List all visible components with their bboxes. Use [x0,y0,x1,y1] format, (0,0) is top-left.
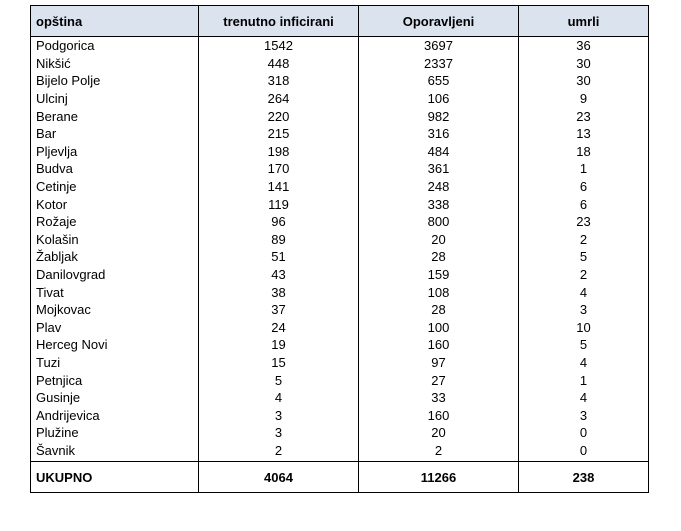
cell-currently-infected: 15 [199,354,359,372]
cell-currently-infected: 2 [199,442,359,462]
cell-currently-infected: 318 [199,72,359,90]
cell-currently-infected: 119 [199,195,359,213]
cell-currently-infected: 220 [199,107,359,125]
total-currently-infected: 4064 [199,462,359,493]
table-row [31,213,649,231]
cell-deceased: 0 [519,424,649,442]
cell-municipality: Berane [31,107,199,125]
cell-municipality: Danilovgrad [31,266,199,284]
cell-municipality: Kolašin [31,231,199,249]
table-row [31,160,649,178]
table-row [31,195,649,213]
cell-municipality: Pljevlja [31,143,199,161]
cell-recovered: 3697 [359,37,519,55]
table-row [31,37,649,55]
header-deceased: umrli [519,6,649,37]
total-recovered: 11266 [359,462,519,493]
cell-currently-infected: 198 [199,143,359,161]
cell-deceased: 4 [519,354,649,372]
cell-deceased: 2 [519,266,649,284]
table-row [31,143,649,161]
table-row [31,231,649,249]
cell-deceased: 4 [519,389,649,407]
total-deceased: 238 [519,462,649,493]
cell-recovered: 20 [359,424,519,442]
table-row [31,406,649,424]
table-row [31,248,649,266]
cell-currently-infected: 38 [199,283,359,301]
header-row [31,6,649,37]
cell-municipality: Andrijevica [31,406,199,424]
cell-municipality: Bijelo Polje [31,72,199,90]
table-row [31,319,649,337]
cell-currently-infected: 170 [199,160,359,178]
cell-municipality: Rožaje [31,213,199,231]
cell-recovered: 100 [359,319,519,337]
cell-deceased: 5 [519,336,649,354]
cell-recovered: 2337 [359,55,519,73]
cell-municipality: Petnjica [31,371,199,389]
cell-deceased: 6 [519,178,649,196]
cell-currently-infected: 215 [199,125,359,143]
cell-municipality: Plav [31,319,199,337]
cell-currently-infected: 43 [199,266,359,284]
cell-municipality: Cetinje [31,178,199,196]
table-row [31,72,649,90]
cell-municipality: Kotor [31,195,199,213]
table-row [31,283,649,301]
cell-deceased: 1 [519,371,649,389]
table-row [31,336,649,354]
header-municipality: opština [31,6,199,37]
cell-deceased: 2 [519,231,649,249]
cell-currently-infected: 4 [199,389,359,407]
cell-deceased: 30 [519,55,649,73]
cell-currently-infected: 3 [199,424,359,442]
cell-municipality: Bar [31,125,199,143]
cell-deceased: 36 [519,37,649,55]
cell-municipality: Plužine [31,424,199,442]
cell-municipality: Herceg Novi [31,336,199,354]
table-row [31,266,649,284]
cell-recovered: 655 [359,72,519,90]
cell-recovered: 2 [359,442,519,462]
cell-deceased: 1 [519,160,649,178]
cell-recovered: 316 [359,125,519,143]
cell-deceased: 9 [519,90,649,108]
municipality-table-container [30,5,648,493]
total-row [31,462,649,493]
cell-deceased: 23 [519,213,649,231]
table-row [31,442,649,462]
table-row [31,125,649,143]
table-row [31,371,649,389]
cell-deceased: 0 [519,442,649,462]
cell-deceased: 23 [519,107,649,125]
header-currently-infected: trenutno inficirani [199,6,359,37]
cell-municipality: Tuzi [31,354,199,372]
cell-recovered: 160 [359,406,519,424]
cell-currently-infected: 24 [199,319,359,337]
header-recovered: Oporavljeni [359,6,519,37]
cell-municipality: Šavnik [31,442,199,462]
table-row [31,178,649,196]
cell-municipality: Podgorica [31,37,199,55]
cell-deceased: 3 [519,301,649,319]
table-row [31,424,649,442]
cell-recovered: 20 [359,231,519,249]
cell-currently-infected: 19 [199,336,359,354]
table-row [31,389,649,407]
cell-recovered: 108 [359,283,519,301]
cell-deceased: 18 [519,143,649,161]
cell-currently-infected: 5 [199,371,359,389]
cell-recovered: 248 [359,178,519,196]
cell-municipality: Mojkovac [31,301,199,319]
table-row [31,107,649,125]
cell-recovered: 33 [359,389,519,407]
cell-deceased: 3 [519,406,649,424]
cell-recovered: 97 [359,354,519,372]
cell-recovered: 361 [359,160,519,178]
covid-municipality-table [30,5,649,493]
cell-currently-infected: 37 [199,301,359,319]
cell-municipality: Budva [31,160,199,178]
cell-recovered: 484 [359,143,519,161]
cell-currently-infected: 51 [199,248,359,266]
cell-recovered: 28 [359,301,519,319]
cell-recovered: 160 [359,336,519,354]
cell-municipality: Gusinje [31,389,199,407]
table-row [31,90,649,108]
table-row [31,301,649,319]
cell-currently-infected: 3 [199,406,359,424]
cell-deceased: 6 [519,195,649,213]
cell-currently-infected: 264 [199,90,359,108]
table-body [31,37,649,462]
cell-recovered: 159 [359,266,519,284]
cell-municipality: Nikšić [31,55,199,73]
cell-currently-infected: 448 [199,55,359,73]
cell-currently-infected: 1542 [199,37,359,55]
table-row [31,55,649,73]
cell-currently-infected: 96 [199,213,359,231]
cell-recovered: 800 [359,213,519,231]
cell-deceased: 4 [519,283,649,301]
cell-recovered: 338 [359,195,519,213]
cell-currently-infected: 141 [199,178,359,196]
cell-recovered: 28 [359,248,519,266]
cell-municipality: Žabljak [31,248,199,266]
cell-municipality: Tivat [31,283,199,301]
cell-recovered: 106 [359,90,519,108]
cell-deceased: 13 [519,125,649,143]
table-row [31,354,649,372]
total-label: UKUPNO [31,462,199,493]
cell-recovered: 27 [359,371,519,389]
cell-deceased: 10 [519,319,649,337]
cell-municipality: Ulcinj [31,90,199,108]
cell-deceased: 5 [519,248,649,266]
cell-recovered: 982 [359,107,519,125]
cell-deceased: 30 [519,72,649,90]
cell-currently-infected: 89 [199,231,359,249]
